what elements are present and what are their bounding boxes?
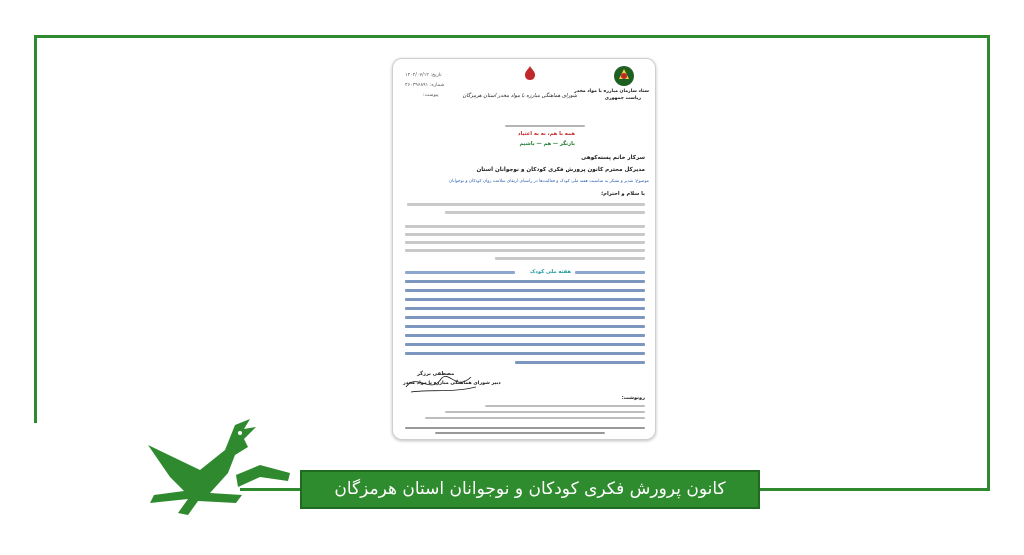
frame-bottom-line (759, 488, 990, 491)
paragraph-line (405, 271, 515, 274)
paragraph-line (495, 257, 645, 260)
slogan-green: بازنگر — هم — باشیم (519, 141, 575, 147)
footer-line (435, 432, 605, 434)
cc-line (425, 417, 645, 419)
paragraph-line (405, 241, 645, 244)
date-line (405, 73, 442, 79)
cc-line (445, 411, 645, 413)
recipient-name: سرکار خانم پسته‌کوهی (581, 155, 645, 161)
paragraph-line (575, 271, 645, 274)
paragraph-line (405, 334, 645, 337)
signer-name: مصطفی برزگر (417, 371, 455, 377)
org-name-right: ستاد سازمان مبارزه با مواد مخدر (574, 89, 649, 94)
paragraph-line (405, 280, 645, 283)
letter-subject: موضوع: تقدیر و تشکر به مناسبت هفته ملی کودک و فعالیت‌ها در راستای ارتقای سلامت روان کودکان و نوجوانان (448, 179, 649, 184)
recipient-title: مدیرکل محترم کانون پرورش فکری کودکان و نوجوانان استان (476, 167, 645, 173)
attachment-label: پیوست: (423, 93, 439, 98)
frame-right-line (987, 35, 990, 490)
paragraph-line (405, 325, 645, 328)
paragraph-line (445, 211, 645, 214)
paragraph-line (405, 316, 645, 319)
cc-title: رونوشت: (621, 395, 645, 401)
signature-scribble-icon (401, 367, 481, 397)
org-subname-right: ریاست جمهوری (604, 96, 641, 101)
signer-title: دبیر شورای هماهنگی مبارزه با مواد مخدر (403, 381, 501, 386)
paragraph-line (405, 289, 645, 292)
kanoon-logo-icon (140, 415, 290, 515)
frame-left-line (34, 35, 37, 423)
slogan-red: همه با هم، نه به اعتیاد (517, 131, 575, 137)
date-label: تاریخ: (430, 73, 442, 78)
paragraph-line (405, 352, 645, 355)
paragraph-line (515, 361, 645, 364)
organization-banner: کانون پرورش فکری کودکان و نوجوانان استان هرمزگان (300, 470, 760, 509)
council-name-center: شورای هماهنگی مبارزه با مواد مخدر استان هرمزگان (462, 93, 577, 99)
number-line (405, 83, 444, 89)
paragraph-line (405, 343, 645, 346)
iran-emblem-icon (523, 65, 537, 81)
anti-narcotics-emblem-icon (613, 65, 635, 87)
date-value: ۱۴۰۲/۰۷/۱۲ (405, 73, 429, 78)
paragraph-line (407, 203, 645, 206)
footer-line (405, 427, 645, 429)
small-print-line (505, 125, 585, 127)
paragraph-line (405, 298, 645, 301)
frame-top-line (34, 35, 990, 38)
greeting: با سلام و احترام؛ (601, 191, 645, 197)
official-letter (392, 58, 656, 440)
paragraph-line (405, 249, 645, 252)
paragraph-line (405, 225, 645, 228)
paragraph-line (405, 307, 645, 310)
number-value: ۴۶۰۳۹۶۸۹۱ (405, 83, 429, 88)
number-label: شماره: (429, 83, 445, 88)
paragraph-line (405, 233, 645, 236)
cc-line (485, 405, 645, 407)
highlight-phrase: هفته ملی کودک (529, 269, 571, 275)
